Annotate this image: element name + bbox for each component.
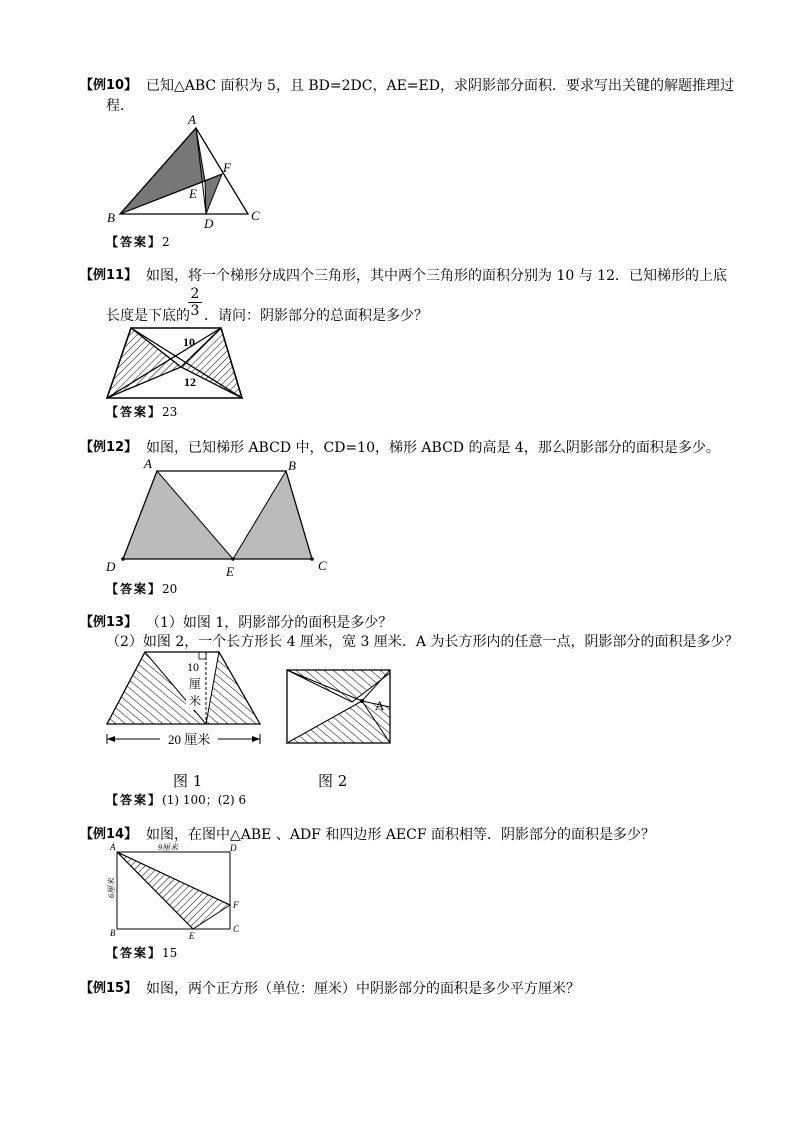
label-E: E	[226, 564, 234, 579]
example-11-question-line1: 如图，将一个梯形分成四个三角形，其中两个三角形的面积分别为 10 与 12．已知梯形的上底	[146, 268, 727, 284]
example-12-answer	[106, 580, 177, 598]
fraction-numerator: 2	[190, 286, 200, 302]
figure-2-caption: 图 2	[318, 772, 348, 790]
answer-value: 2	[162, 235, 170, 249]
example-11-tag: 【例11】	[80, 268, 138, 283]
label-C: C	[233, 924, 240, 934]
height-label: 10	[187, 660, 199, 674]
example-11-answer	[106, 403, 177, 421]
label-A: A	[110, 842, 116, 852]
label-B: B	[107, 210, 115, 225]
label-C: C	[251, 208, 260, 223]
example-12-question-line1: 如图，已知梯形 ABCD 中，CD=10，梯形 ABCD 的高是 4，那么阴影部分的面积是多少。	[146, 440, 720, 456]
example-10-answer	[106, 233, 170, 251]
height-unit-1: 厘	[189, 677, 202, 691]
example-15-tag: 【例15】	[80, 981, 138, 996]
example-14-figure	[100, 840, 250, 940]
label-C: C	[318, 558, 327, 573]
example-11-question-line2a: 长度是下底的	[106, 308, 190, 324]
answer-label: 【答案】	[106, 946, 163, 960]
example-13-figure-1	[100, 648, 270, 753]
label-E: E	[189, 931, 195, 941]
height-unit-2: 米	[189, 694, 202, 708]
example-14-answer	[106, 944, 177, 962]
fraction-denominator: 3	[188, 302, 202, 319]
answer-value: 20	[162, 582, 178, 596]
answer-value: 23	[162, 405, 178, 419]
example-13-question-line2: （2）如图 2，一个长方形长 4 厘米，宽 3 厘米．A 为长方形内的任意一点，阴影部分的面积是多少？	[106, 634, 739, 650]
label-A: A	[144, 456, 152, 471]
figure-1-caption: 图 1	[173, 772, 203, 790]
side-length-label: 6厘米	[107, 878, 116, 898]
label-D: D	[106, 559, 116, 574]
label-F: F	[223, 160, 231, 175]
label-B: B	[288, 458, 296, 473]
fraction-two-thirds	[188, 286, 202, 319]
label-D: D	[204, 216, 214, 231]
base-label: 20 厘米	[168, 732, 211, 747]
example-10-figure	[100, 112, 280, 237]
area-bottom: 12	[184, 375, 196, 389]
example-13-question-line1: （1）如图 1，阴影部分的面积是多少？	[146, 615, 393, 631]
example-13-tag: 【例13】	[80, 615, 138, 630]
example-11-question-line2b: ．请问：阴影部分的总面积是多少？	[204, 308, 428, 324]
example-11-figure	[100, 322, 250, 402]
label-F: F	[233, 900, 239, 910]
example-14-question-line1: 如图，在图中△ABE 、ADF 和四边形 AECF 面积相等．阴影部分的面积是多少？	[146, 827, 655, 843]
answer-value: 15	[162, 946, 178, 960]
label-D: D	[230, 843, 237, 853]
example-15-question-line1: 如图，两个正方形（单位：厘米）中阴影部分的面积是多少平方厘米？	[146, 981, 580, 997]
label-A: A	[188, 112, 196, 127]
answer-value: (1) 100；(2) 6	[162, 793, 247, 807]
answer-label: 【答案】	[106, 405, 163, 419]
answer-label: 【答案】	[106, 235, 163, 249]
example-13-figure-2	[280, 665, 400, 750]
example-10-tag: 【例10】	[80, 78, 138, 93]
example-10-question-line2: 程．	[106, 98, 134, 114]
example-14-tag: 【例14】	[80, 827, 138, 842]
example-10-question-line1: 已知△ABC 面积为 5，且 BD=2DC，AE=ED，求阴影部分面积．要求写出关键的解题推理过	[146, 78, 734, 94]
label-E: E	[189, 186, 197, 201]
point-A-label: A	[375, 698, 385, 713]
area-top: 10	[183, 335, 195, 349]
example-12-tag: 【例12】	[80, 440, 138, 455]
label-B: B	[110, 928, 116, 938]
example-13-answer	[106, 791, 246, 809]
top-length-label: 9厘米	[158, 843, 178, 852]
answer-label: 【答案】	[106, 793, 163, 807]
answer-label: 【答案】	[106, 582, 163, 596]
example-12-figure	[100, 455, 340, 580]
